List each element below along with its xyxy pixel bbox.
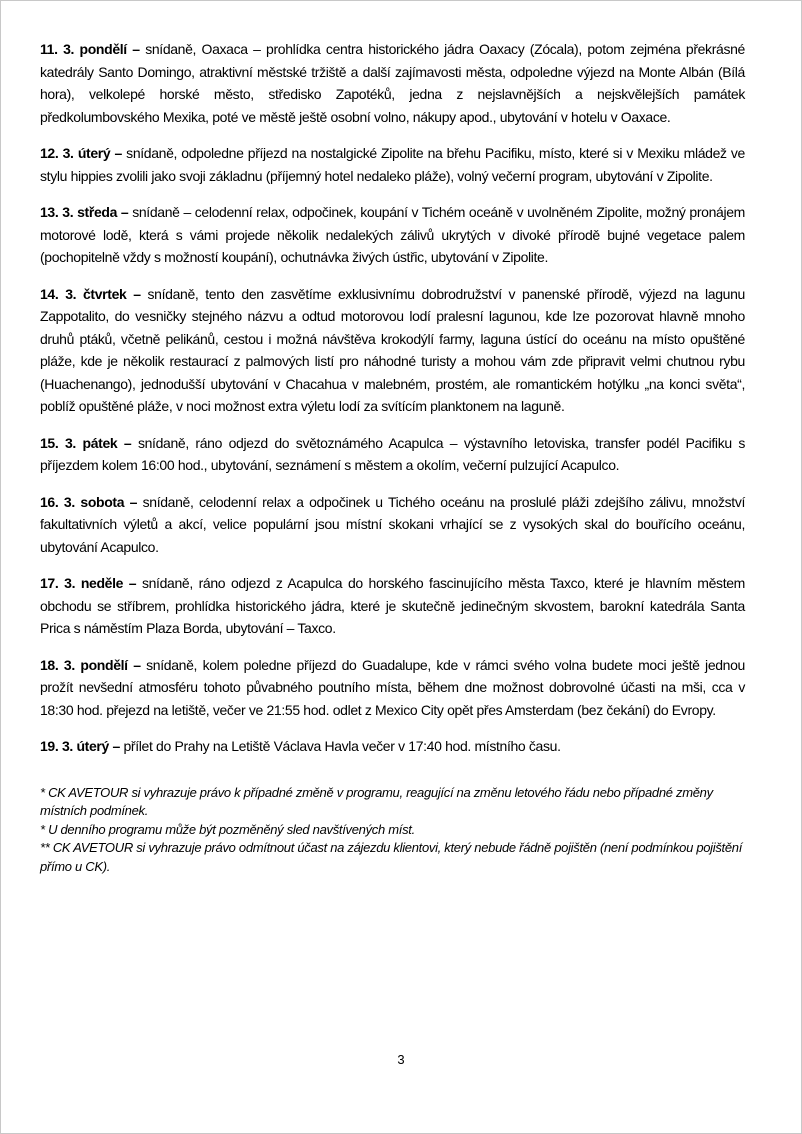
itinerary-day-11 [40, 38, 745, 128]
day-text: snídaně, tento den zasvětíme exklusivnímu dobrodružství v panenské přírodě, výjezd na lagunu Zappotalito, do vesničky stejného názvu a odtud motorovou lodí pralesní lagunou, kde lze pozorovat hlavně mnoho druhů ptáků, včetně pelikánů, cestou i možná návštěva krokodýlí farmy, laguna ústící do oceánu na místo opuštěné pláže, kde je několik restaurací z palmových listí pro náhodné turisty a mohou vám zde připravit velmi chutnou rybu (Huachenango), jednodušší ubytování v Chacahua v malebném, prostém, ale romantickém hotýlku „na konci světa“, poblíž opuštěné pláže, v noci možnost extra výletu lodí za svítícím planktonem na laguně. [40, 285, 745, 414]
day-text: snídaně – celodenní relax, odpočinek, koupání v Tichém oceáně v uvolněném Zipolite, možný pronájem motorové lodě, která s vámi projede několik nedalekých zálivů ukrytých v divoké přírodě bujné vegetace palem (pochopitelně vždy s možností koupání), ochutnávka živých ústřic, ubytování v Zipolite. [40, 204, 745, 265]
itinerary-content [40, 38, 745, 876]
day-text: snídaně, celodenní relax a odpočinek u Tichého oceánu na proslulé pláži zdejšího zálivu, množství fakultativních výletů a akcí, velice populární jsou místní skokani vrhající se z vysokých skal do bouřícího oceánu, ubytování Acapulco. [40, 493, 746, 555]
itinerary-day-16 [40, 491, 745, 559]
day-label: 15. 3. pátek – [40, 434, 132, 451]
itinerary-day-14 [40, 283, 745, 418]
day-text: snídaně, ráno odjezd z Acapulca do horského fascinujícího města Taxco, které je hlavním městem obchodu se stříbrem, prohlídka historického jádra, které je skutečně jedinečným skvostem, barokní katedrála Santa Prica s náměstím Plaza Borda, ubytování – Taxco. [40, 575, 745, 636]
day-label: 19. 3. úterý – [40, 738, 120, 754]
footnote-program-change: * CK AVETOUR si vyhrazuje právo k případné změně v programu, reagující na změnu letového řádu nebo případné změny místních podmínek. [40, 784, 713, 818]
itinerary-day-18 [40, 654, 745, 722]
day-text: přílet do Prahy na Letiště Václava Havla večer v 17:40 hod. místního času. [119, 738, 561, 754]
footnote-insurance: ** CK AVETOUR si vyhrazuje právo odmítnout účast na zájezdu klientovi, který nebude řádně pojištěn (není podmínkou pojištění přímo u CK). [40, 840, 743, 874]
page-number: 3 [397, 1052, 405, 1067]
footnotes [40, 784, 745, 877]
day-label: 12. 3. úterý – [40, 145, 122, 161]
day-label: 18. 3. pondělí – [40, 656, 141, 673]
itinerary-day-12 [40, 142, 745, 187]
day-text: snídaně, ráno odjezd do světoznámého Acapulca – výstavního letoviska, transfer podél Pacifiku s příjezdem kolem 16:00 hod., ubytování, seznámení s městem a okolím, večerní pulzující Acapulco. [40, 434, 745, 473]
itinerary-day-15 [40, 432, 745, 477]
day-text: snídaně, Oaxaca – prohlídka centra historického jádra Oaxacy (Zócala), potom zejména překrásné katedrály Santo Domingo, atraktivní městské tržiště a další zajímavosti města, odpoledne výjezd na Monte Albán (Bílá hora), velkolepé horské město, středisko Zapotéků, jedna z nejslavnějších a nejskvělejších památek předkolumbovského Mexika, poté ve městě ještě osobní volno, nákupy apod., ubytování v hotelu v Oaxace. [40, 41, 745, 125]
itinerary-day-13 [40, 201, 745, 269]
footnote-sequence: * U denního programu může být pozměněný sled navštívených míst. [40, 821, 415, 837]
day-label: 16. 3. sobota – [40, 493, 138, 510]
itinerary-day-17 [40, 572, 745, 640]
day-label: 14. 3. čtvrtek – [40, 285, 141, 302]
day-label: 17. 3. neděle – [40, 575, 137, 591]
day-label: 11. 3. pondělí – [40, 41, 140, 57]
day-label: 13. 3. středa – [40, 204, 129, 220]
itinerary-day-19 [40, 735, 745, 758]
day-text: snídaně, kolem poledne příjezd do Guadalupe, kde v rámci svého volna budete moci ještě jednou prožít nevšední atmosféru tohoto půvabného poutního místa, během dne možnost dobrovolné účasti na mši, cca v 18:30 hod. přejezd na letiště, večer ve 21:55 hod. odlet z Mexico City opět přes Amsterdam (bez čekání) do Evropy. [40, 656, 745, 718]
day-text: snídaně, odpoledne příjezd na nostalgické Zipolite na břehu Pacifiku, místo, které si v Mexiku mládež ve stylu hippies zvolili jako svoji základnu (příjemný hotel nedaleko pláže), volný večerní program, ubytování v Zipolite. [40, 145, 745, 184]
